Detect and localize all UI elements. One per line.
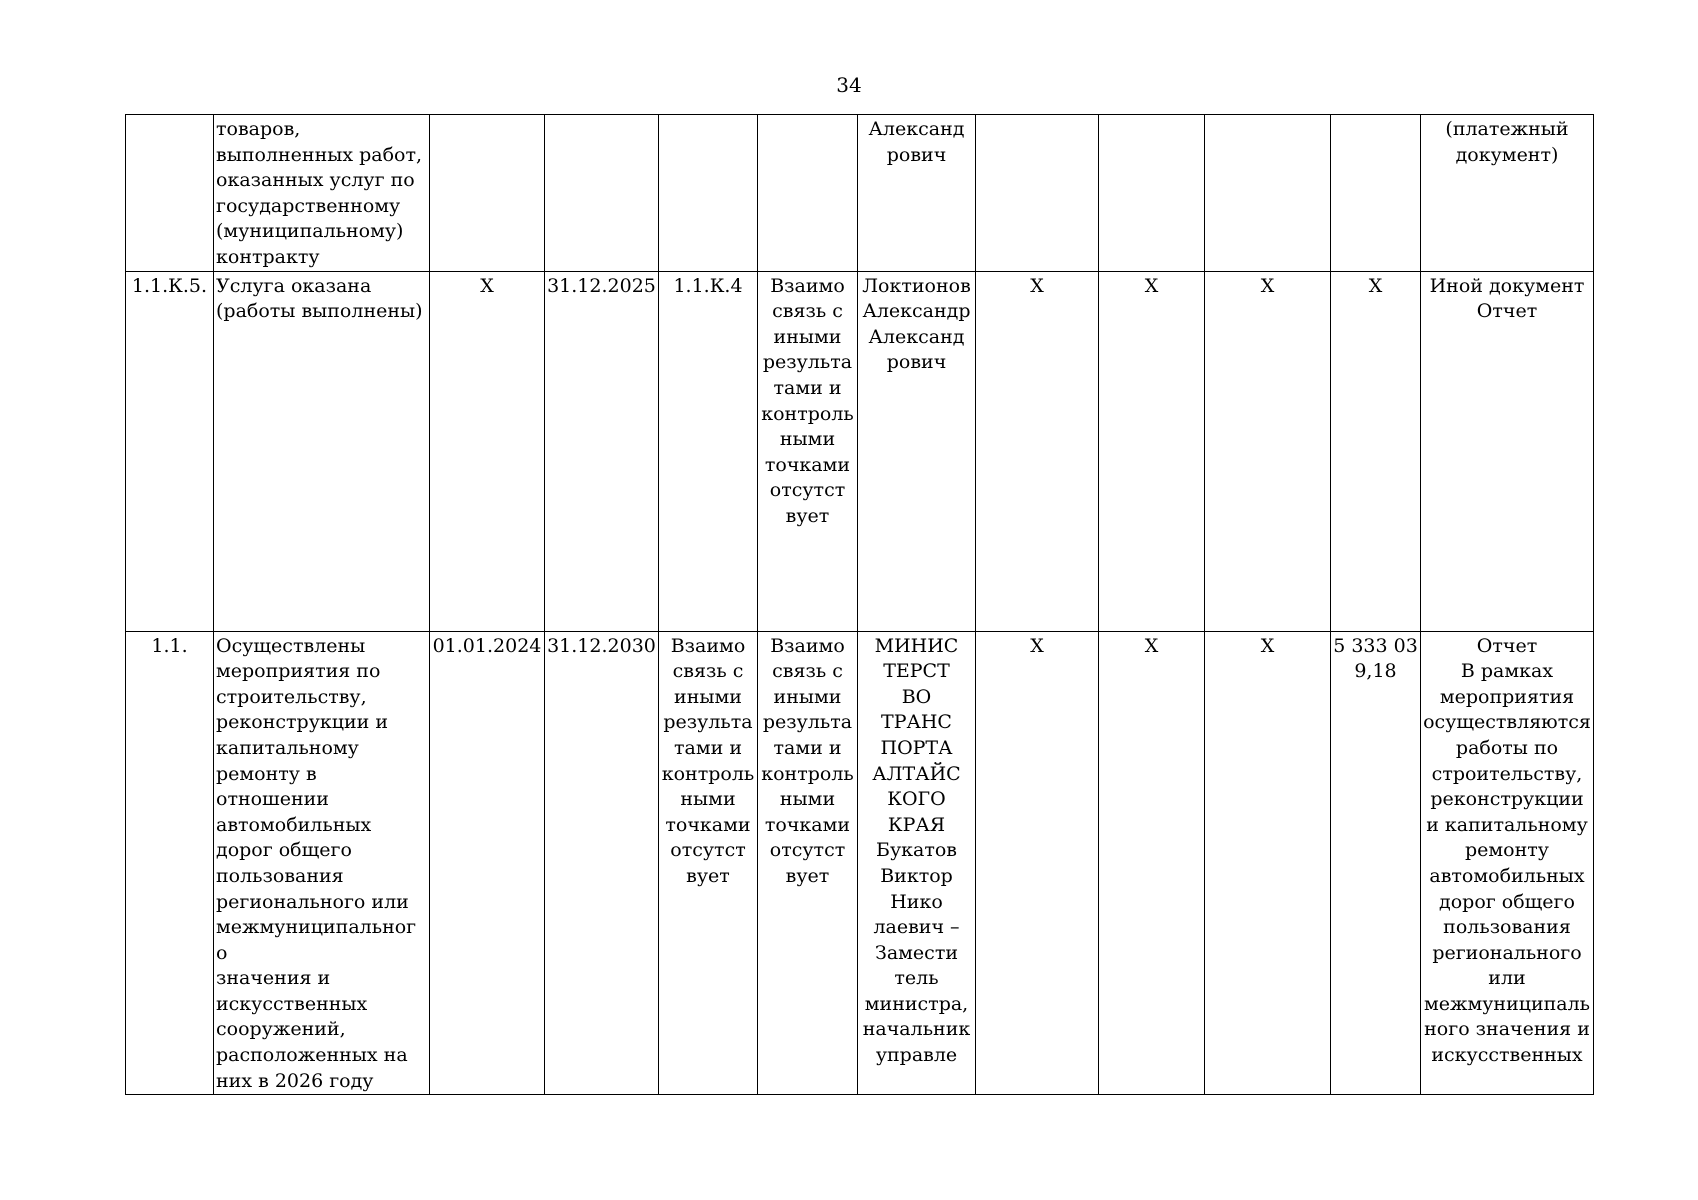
- cell-number: 1.1.: [126, 631, 214, 1095]
- cell-col-10: X: [1205, 271, 1331, 631]
- cell-name: Осуществлены мероприятия по строительству, реконструкции и капитальному ремонту в отношении автомобильных дорог общего пользования регионального или межмуниципального значения и искусственных сооружений, расположенных на них в 2026 году: [214, 631, 430, 1095]
- cell-end-date: 31.12.2030: [545, 631, 659, 1095]
- cell-predecessor: Взаимо связь с иными результа тами и контроль ными точками отсутст вует: [659, 631, 758, 1095]
- cell-document: (платежный документ): [1421, 115, 1594, 272]
- cell-col-9: X: [1099, 631, 1205, 1095]
- cell-col-9: [1099, 115, 1205, 272]
- cell-col-10: X: [1205, 631, 1331, 1095]
- cell-col-8: X: [976, 271, 1099, 631]
- cell-successor: Взаимо связь с иными результа тами и контроль ными точками отсутст вует: [758, 631, 858, 1095]
- cell-col-9: X: [1099, 271, 1205, 631]
- cell-start-date: [430, 115, 545, 272]
- cell-predecessor: [659, 115, 758, 272]
- cell-successor: Взаимо связь с иными результа тами и контроль ными точками отсутст вует: [758, 271, 858, 631]
- cell-col-11: X: [1331, 271, 1421, 631]
- cell-number: [126, 115, 214, 272]
- table-row: [126, 271, 1594, 631]
- cell-document: Иной документ Отчет: [1421, 271, 1594, 631]
- plan-table: [125, 114, 1594, 1095]
- cell-col-8: X: [976, 631, 1099, 1095]
- cell-name: товаров, выполненных работ, оказанных услуг по государственному (муниципальному) контракту: [214, 115, 430, 272]
- cell-predecessor: 1.1.К.4: [659, 271, 758, 631]
- cell-number: 1.1.К.5.: [126, 271, 214, 631]
- cell-start-date: 01.01.2024: [430, 631, 545, 1095]
- cell-col-11: [1331, 115, 1421, 272]
- cell-name: Услуга оказана (работы выполнены): [214, 271, 430, 631]
- cell-start-date: X: [430, 271, 545, 631]
- table-row: [126, 631, 1594, 1095]
- table-row: [126, 115, 1594, 272]
- cell-document: Отчет В рамках мероприятия осуществляются работы по строительству, реконструкции и капитальному ремонту автомобильных дорог общего пользования регионального или межмуниципаль ного значения и искусственных: [1421, 631, 1594, 1095]
- cell-responsible: Александ рович: [858, 115, 976, 272]
- cell-end-date: [545, 115, 659, 272]
- cell-end-date: 31.12.2025: [545, 271, 659, 631]
- cell-responsible: МИНИС ТЕРСТ ВО ТРАНС ПОРТА АЛТАЙС КОГО КРАЯ Букатов Виктор Нико лаевич – Замести тель министра, начальник управле: [858, 631, 976, 1095]
- cell-col-11: 5 333 03 9,18: [1331, 631, 1421, 1095]
- cell-successor: [758, 115, 858, 272]
- cell-responsible: Локтионов Александр Александ рович: [858, 271, 976, 631]
- cell-col-8: [976, 115, 1099, 272]
- cell-col-10: [1205, 115, 1331, 272]
- page-number: 34: [836, 73, 862, 97]
